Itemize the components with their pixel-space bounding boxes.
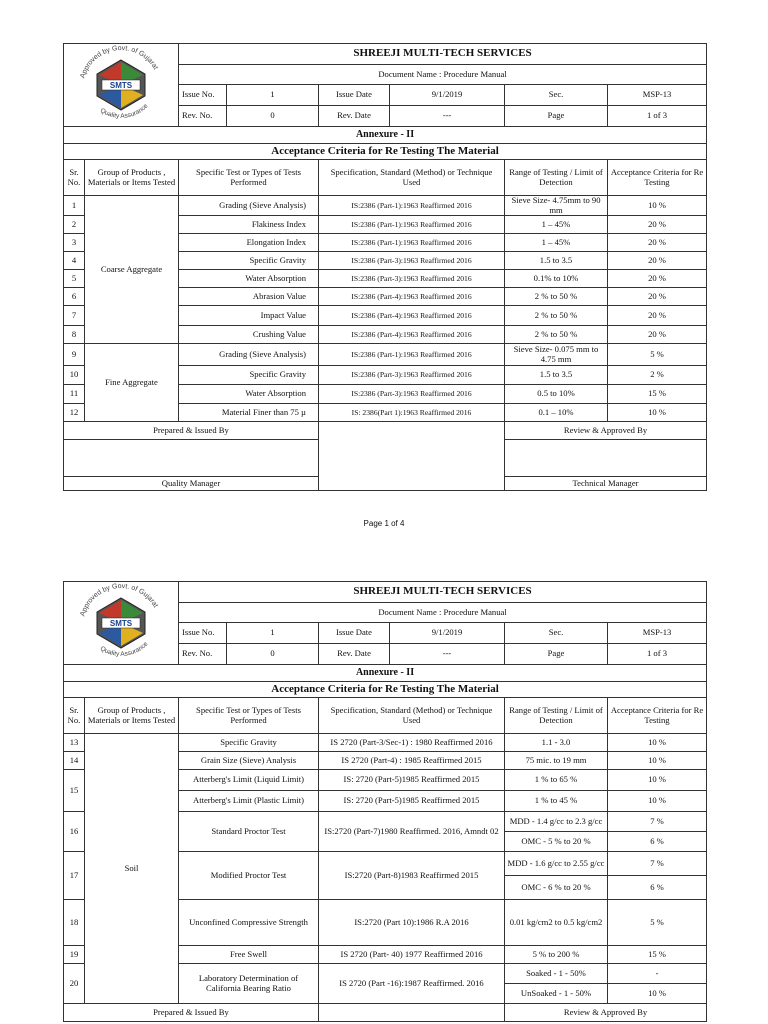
- document-table-2: [63, 581, 707, 1022]
- spec-cell: IS:2386 (Part-1):1963 Reaffirmed 2016: [319, 196, 505, 216]
- range-cell: 1.1 - 3.0: [505, 734, 608, 752]
- spec-cell: IS:2386 (Part-1):1963 Reaffirmed 2016: [319, 216, 505, 234]
- prepared-label: Prepared & Issued By: [64, 422, 319, 440]
- range-cell: 1 – 45%: [505, 216, 608, 234]
- range-cell: 0.1% to 10%: [505, 270, 608, 288]
- range-cell: Sieve Size- 0.075 mm to 4.75 mm: [505, 344, 608, 366]
- criteria-cell: 20 %: [608, 326, 707, 344]
- criteria-cell: 5 %: [608, 344, 707, 366]
- criteria-cell: 2 %: [608, 366, 707, 385]
- spec-cell: IS: 2386(Part 1):1963 Reaffirmed 2016: [319, 404, 505, 422]
- criteria-cell: 10 %: [608, 770, 707, 791]
- table-title: Acceptance Criteria for Re Testing The Material: [64, 144, 707, 160]
- procedure-page-2: [63, 581, 706, 1022]
- spec-cell: IS:2386 (Part-3):1963 Reaffirmed 2016: [319, 270, 505, 288]
- range-cell: MDD - 1.4 g/cc to 2.3 g/cc: [505, 812, 608, 832]
- spec-cell: IS 2720 (Part-3/Sec-1) : 1980 Reaffirmed 2016: [319, 734, 505, 752]
- rev-no-label: Rev. No.: [179, 644, 227, 665]
- issue-date-label: Issue Date: [319, 623, 390, 644]
- spec-cell: IS:2386 (Part-3):1963 Reaffirmed 2016: [319, 252, 505, 270]
- sec-label: Sec.: [505, 623, 608, 644]
- col-header-criteria: Acceptance Criteria for Re Testing: [608, 160, 707, 196]
- range-cell: 0.5 to 10%: [505, 385, 608, 404]
- logo-arc-top: Approved by Govt. of Gujarat: [79, 582, 159, 618]
- signoff-middle-blank: [319, 422, 505, 491]
- prepared-signature-box: [64, 440, 319, 477]
- criteria-cell: 10 %: [608, 734, 707, 752]
- spec-cell: IS:2386 (Part-1):1963 Reaffirmed 2016: [319, 344, 505, 366]
- test-cell: Atterberg's Limit (Liquid Limit): [179, 770, 319, 791]
- test-cell: Laboratory Determination of California Bearing Ratio: [179, 964, 319, 1004]
- technical-manager-label: Technical Manager: [505, 477, 707, 491]
- criteria-cell: 20 %: [608, 252, 707, 270]
- logo-arc-bottom: Quality Assurance: [98, 102, 150, 120]
- range-cell: 1 – 45%: [505, 234, 608, 252]
- criteria-cell: 5 %: [608, 900, 707, 946]
- test-cell: Material Finer than 75 µ: [179, 404, 319, 422]
- page1-table-body: [64, 196, 707, 422]
- table-row: [64, 196, 707, 216]
- test-cell: Water Absorption: [179, 270, 319, 288]
- test-cell: Unconfined Compressive Strength: [179, 900, 319, 946]
- range-cell: 1.5 to 3.5: [505, 366, 608, 385]
- issue-date-value: 9/1/2019: [390, 85, 505, 106]
- col-header-spec: Specification, Standard (Method) or Technique Used: [319, 698, 505, 734]
- sr-cell: 7: [64, 306, 85, 326]
- sr-cell: 9: [64, 344, 85, 366]
- sr-cell: 20: [64, 964, 85, 1004]
- group-cell-fine: Fine Aggregate: [85, 344, 179, 422]
- criteria-cell: 7 %: [608, 812, 707, 832]
- test-cell: Modified Proctor Test: [179, 852, 319, 900]
- range-cell: 2 % to 50 %: [505, 326, 608, 344]
- table-row: [64, 734, 707, 752]
- criteria-cell: 20 %: [608, 234, 707, 252]
- test-cell: Free Swell: [179, 946, 319, 964]
- test-cell: Elongation Index: [179, 234, 319, 252]
- sec-value: MSP-13: [608, 623, 707, 644]
- test-cell: Specific Gravity: [179, 252, 319, 270]
- issue-date-label: Issue Date: [319, 85, 390, 106]
- review-signature-box: [505, 440, 707, 477]
- page-value: 1 of 3: [608, 106, 707, 127]
- sr-cell: 6: [64, 288, 85, 306]
- review-label: Review & Approved By: [505, 422, 707, 440]
- spec-cell: IS 2720 (Part- 40) 1977 Reaffirmed 2016: [319, 946, 505, 964]
- logo-center-text: SMTS: [109, 619, 133, 628]
- sec-value: MSP-13: [608, 85, 707, 106]
- annexure-title: Annexure - II: [64, 127, 707, 144]
- spec-cell: IS 2720 (Part-4) : 1985 Reaffirmed 2015: [319, 752, 505, 770]
- sr-cell: 12: [64, 404, 85, 422]
- spec-cell: IS:2386 (Part-4):1963 Reaffirmed 2016: [319, 306, 505, 326]
- page-label: Page: [505, 106, 608, 127]
- quality-manager-label: Quality Manager: [64, 477, 319, 491]
- document-name: Document Name : Procedure Manual: [179, 65, 707, 85]
- col-header-criteria: Acceptance Criteria for Re Testing: [608, 698, 707, 734]
- criteria-cell: 20 %: [608, 288, 707, 306]
- col-header-group: Group of Products , Materials or Items Tested: [85, 698, 179, 734]
- logo-arc-bottom: Quality Assurance: [98, 640, 150, 658]
- rev-date-label: Rev. Date: [319, 644, 390, 665]
- spec-cell: IS:2386 (Part-1):1963 Reaffirmed 2016: [319, 234, 505, 252]
- sr-cell: 2: [64, 216, 85, 234]
- range-cell: 1 % to 45 %: [505, 791, 608, 812]
- company-title: SHREEJI MULTI-TECH SERVICES: [179, 44, 707, 65]
- range-cell: MDD - 1.6 g/cc to 2.55 g/cc: [505, 852, 608, 876]
- logo-arc-top: Approved by Govt. of Gujarat: [79, 44, 159, 80]
- sr-cell: 19: [64, 946, 85, 964]
- sr-cell: 11: [64, 385, 85, 404]
- sec-label: Sec.: [505, 85, 608, 106]
- range-cell: UnSoaked - 1 - 50%: [505, 984, 608, 1004]
- criteria-cell: 6 %: [608, 876, 707, 900]
- col-header-test: Specific Test or Types of Tests Performed: [179, 698, 319, 734]
- table-title: Acceptance Criteria for Re Testing The Material: [64, 682, 707, 698]
- spec-cell: IS 2720 (Part -16):1987 Reaffirmed. 2016: [319, 964, 505, 1004]
- criteria-cell: 20 %: [608, 216, 707, 234]
- col-header-test: Specific Test or Types of Tests Performed: [179, 160, 319, 196]
- criteria-cell: 10 %: [608, 404, 707, 422]
- review-label: Review & Approved By: [505, 1004, 707, 1022]
- test-cell: Flakiness Index: [179, 216, 319, 234]
- col-header-sr: Sr. No.: [64, 160, 85, 196]
- document-name: Document Name : Procedure Manual: [179, 603, 707, 623]
- sr-cell: 3: [64, 234, 85, 252]
- spec-cell: IS:2720 (Part-7)1980 Reaffirmed. 2016, Amndt 02: [319, 812, 505, 852]
- test-cell: Atterberg's Limit (Plastic Limit): [179, 791, 319, 812]
- test-cell: Standard Proctor Test: [179, 812, 319, 852]
- page-label: Page: [505, 644, 608, 665]
- col-header-sr: Sr. No.: [64, 698, 85, 734]
- logo-center-text: SMTS: [109, 81, 133, 90]
- rev-date-label: Rev. Date: [319, 106, 390, 127]
- spec-cell: IS:2386 (Part-3):1963 Reaffirmed 2016: [319, 366, 505, 385]
- criteria-cell: 10 %: [608, 984, 707, 1004]
- sr-cell: 17: [64, 852, 85, 900]
- range-cell: 2 % to 50 %: [505, 306, 608, 326]
- col-header-range: Range of Testing / Limit of Detection: [505, 160, 608, 196]
- document-table-1: [63, 43, 707, 491]
- range-cell: Soaked - 1 - 50%: [505, 964, 608, 984]
- spec-cell: IS:2386 (Part-3):1963 Reaffirmed 2016: [319, 385, 505, 404]
- criteria-cell: 15 %: [608, 385, 707, 404]
- spec-cell: IS:2386 (Part-4):1963 Reaffirmed 2016: [319, 288, 505, 306]
- rev-date-value: ---: [390, 644, 505, 665]
- prepared-label: Prepared & Issued By: [64, 1004, 319, 1022]
- sr-cell: 4: [64, 252, 85, 270]
- test-cell: Impact Value: [179, 306, 319, 326]
- issue-no-value: 1: [227, 85, 319, 106]
- col-header-spec: Specification, Standard (Method) or Technique Used: [319, 160, 505, 196]
- issue-no-value: 1: [227, 623, 319, 644]
- criteria-cell: 20 %: [608, 270, 707, 288]
- test-cell: Grading (Sieve Analysis): [179, 196, 319, 216]
- rev-date-value: ---: [390, 106, 505, 127]
- page-value: 1 of 3: [608, 644, 707, 665]
- sr-cell: 18: [64, 900, 85, 946]
- range-cell: 0.01 kg/cm2 to 0.5 kg/cm2: [505, 900, 608, 946]
- test-cell: Crushing Value: [179, 326, 319, 344]
- criteria-cell: 10 %: [608, 752, 707, 770]
- range-cell: 75 mic. to 19 mm: [505, 752, 608, 770]
- sr-cell: 13: [64, 734, 85, 752]
- rev-no-value: 0: [227, 644, 319, 665]
- criteria-cell: -: [608, 964, 707, 984]
- spec-cell: IS:2720 (Part-8)1983 Reaffirmed 2015: [319, 852, 505, 900]
- col-header-range: Range of Testing / Limit of Detection: [505, 698, 608, 734]
- criteria-cell: 10 %: [608, 196, 707, 216]
- criteria-cell: 7 %: [608, 852, 707, 876]
- logo-cell: [64, 44, 179, 127]
- company-logo: [71, 44, 171, 126]
- test-cell: Specific Gravity: [179, 366, 319, 385]
- sr-cell: 10: [64, 366, 85, 385]
- page-footer: Page 1 of 4: [363, 519, 405, 528]
- range-cell: 5 % to 200 %: [505, 946, 608, 964]
- range-cell: Sieve Size- 4.75mm to 90 mm: [505, 196, 608, 216]
- company-title: SHREEJI MULTI-TECH SERVICES: [179, 582, 707, 603]
- test-cell: Grading (Sieve Analysis): [179, 344, 319, 366]
- rev-no-value: 0: [227, 106, 319, 127]
- sr-cell: 1: [64, 196, 85, 216]
- sr-cell: 16: [64, 812, 85, 852]
- range-cell: OMC - 5 % to 20 %: [505, 832, 608, 852]
- range-cell: 1 % to 65 %: [505, 770, 608, 791]
- criteria-cell: 20 %: [608, 306, 707, 326]
- group-cell-soil: Soil: [85, 734, 179, 1004]
- rev-no-label: Rev. No.: [179, 106, 227, 127]
- criteria-cell: 6 %: [608, 832, 707, 852]
- sr-cell: 14: [64, 752, 85, 770]
- table-row: [64, 344, 707, 366]
- col-header-group: Group of Products , Materials or Items Tested: [85, 160, 179, 196]
- signoff-middle-blank: [319, 1004, 505, 1022]
- sr-cell: 15: [64, 770, 85, 812]
- range-cell: OMC - 6 % to 20 %: [505, 876, 608, 900]
- test-cell: Water Absorption: [179, 385, 319, 404]
- group-cell-coarse: Coarse Aggregate: [85, 196, 179, 344]
- spec-cell: IS: 2720 (Part-5)1985 Reaffirmed 2015: [319, 791, 505, 812]
- criteria-cell: 10 %: [608, 791, 707, 812]
- range-cell: 2 % to 50 %: [505, 288, 608, 306]
- range-cell: 0.1 – 10%: [505, 404, 608, 422]
- procedure-page-1: [63, 43, 706, 491]
- spec-cell: IS:2386 (Part-4):1963 Reaffirmed 2016: [319, 326, 505, 344]
- test-cell: Grain Size (Sieve) Analysis: [179, 752, 319, 770]
- sr-cell: 5: [64, 270, 85, 288]
- test-cell: Abrasion Value: [179, 288, 319, 306]
- spec-cell: IS:2720 (Part 10):1986 R.A 2016: [319, 900, 505, 946]
- issue-no-label: Issue No.: [179, 623, 227, 644]
- annexure-title: Annexure - II: [64, 665, 707, 682]
- test-cell: Specific Gravity: [179, 734, 319, 752]
- company-logo: [71, 582, 171, 664]
- range-cell: 1.5 to 3.5: [505, 252, 608, 270]
- issue-date-value: 9/1/2019: [390, 623, 505, 644]
- sr-cell: 8: [64, 326, 85, 344]
- criteria-cell: 15 %: [608, 946, 707, 964]
- logo-cell: [64, 582, 179, 665]
- spec-cell: IS: 2720 (Part-5)1985 Reaffirmed 2015: [319, 770, 505, 791]
- issue-no-label: Issue No.: [179, 85, 227, 106]
